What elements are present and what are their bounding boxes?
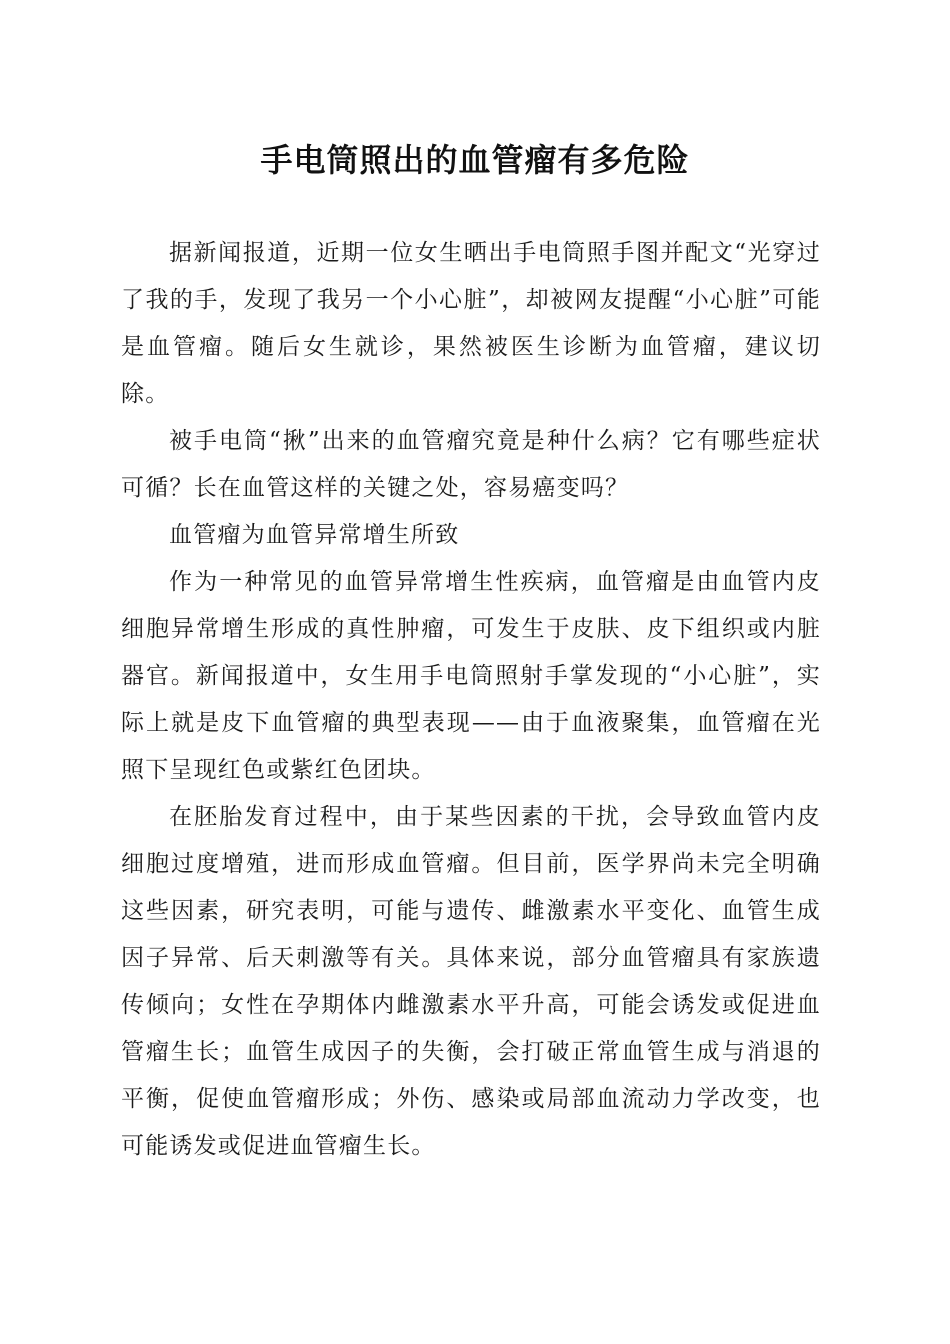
paragraph-intro: 据新闻报道，近期一位女生晒出手电筒照手图并配文“光穿过了我的手，发现了我另一个小心脏”，却被网友提醒“小心脏”可能是血管瘤。随后女生就诊，果然被医生诊断为血管瘤，建议切除。	[121, 240, 821, 407]
paragraph-questions: 被手电筒“揪”出来的血管瘤究竟是种什么病？它有哪些症状可循？长在血管这样的关键之处，容易癌变吗？	[121, 428, 821, 501]
paragraph-causes: 在胚胎发育过程中，由于某些因素的干扰，会导致血管内皮细胞过度增殖，进而形成血管瘤。但目前，医学界尚未完全明确这些因素，研究表明，可能与遗传、雌激素水平变化、血管生成因子异常、后天刺激等有关。具体来说，部分血管瘤具有家族遗传倾向；女性在孕期体内雌激素水平升高，可能会诱发或促进血管瘤生长；血管生成因子的失衡，会打破正常血管生成与消退的平衡，促使血管瘤形成；外伤、感染或局部血流动力学改变，也可能诱发或促进血管瘤生长。	[121, 804, 821, 1159]
document-body	[121, 230, 821, 1170]
document-title: 手电筒照出的血管瘤有多危险	[260, 141, 690, 179]
paragraph-definition: 作为一种常见的血管异常增生性疾病，血管瘤是由血管内皮细胞异常增生形成的真性肿瘤，可发生于皮肤、皮下组织或内脏器官。新闻报道中，女生用手电筒照射手掌发现的“小心脏”，实际上就是皮下血管瘤的典型表现——由于血液聚集，血管瘤在光照下呈现红色或紫红色团块。	[121, 569, 821, 783]
section-heading: 血管瘤为血管异常增生所致	[169, 522, 460, 548]
